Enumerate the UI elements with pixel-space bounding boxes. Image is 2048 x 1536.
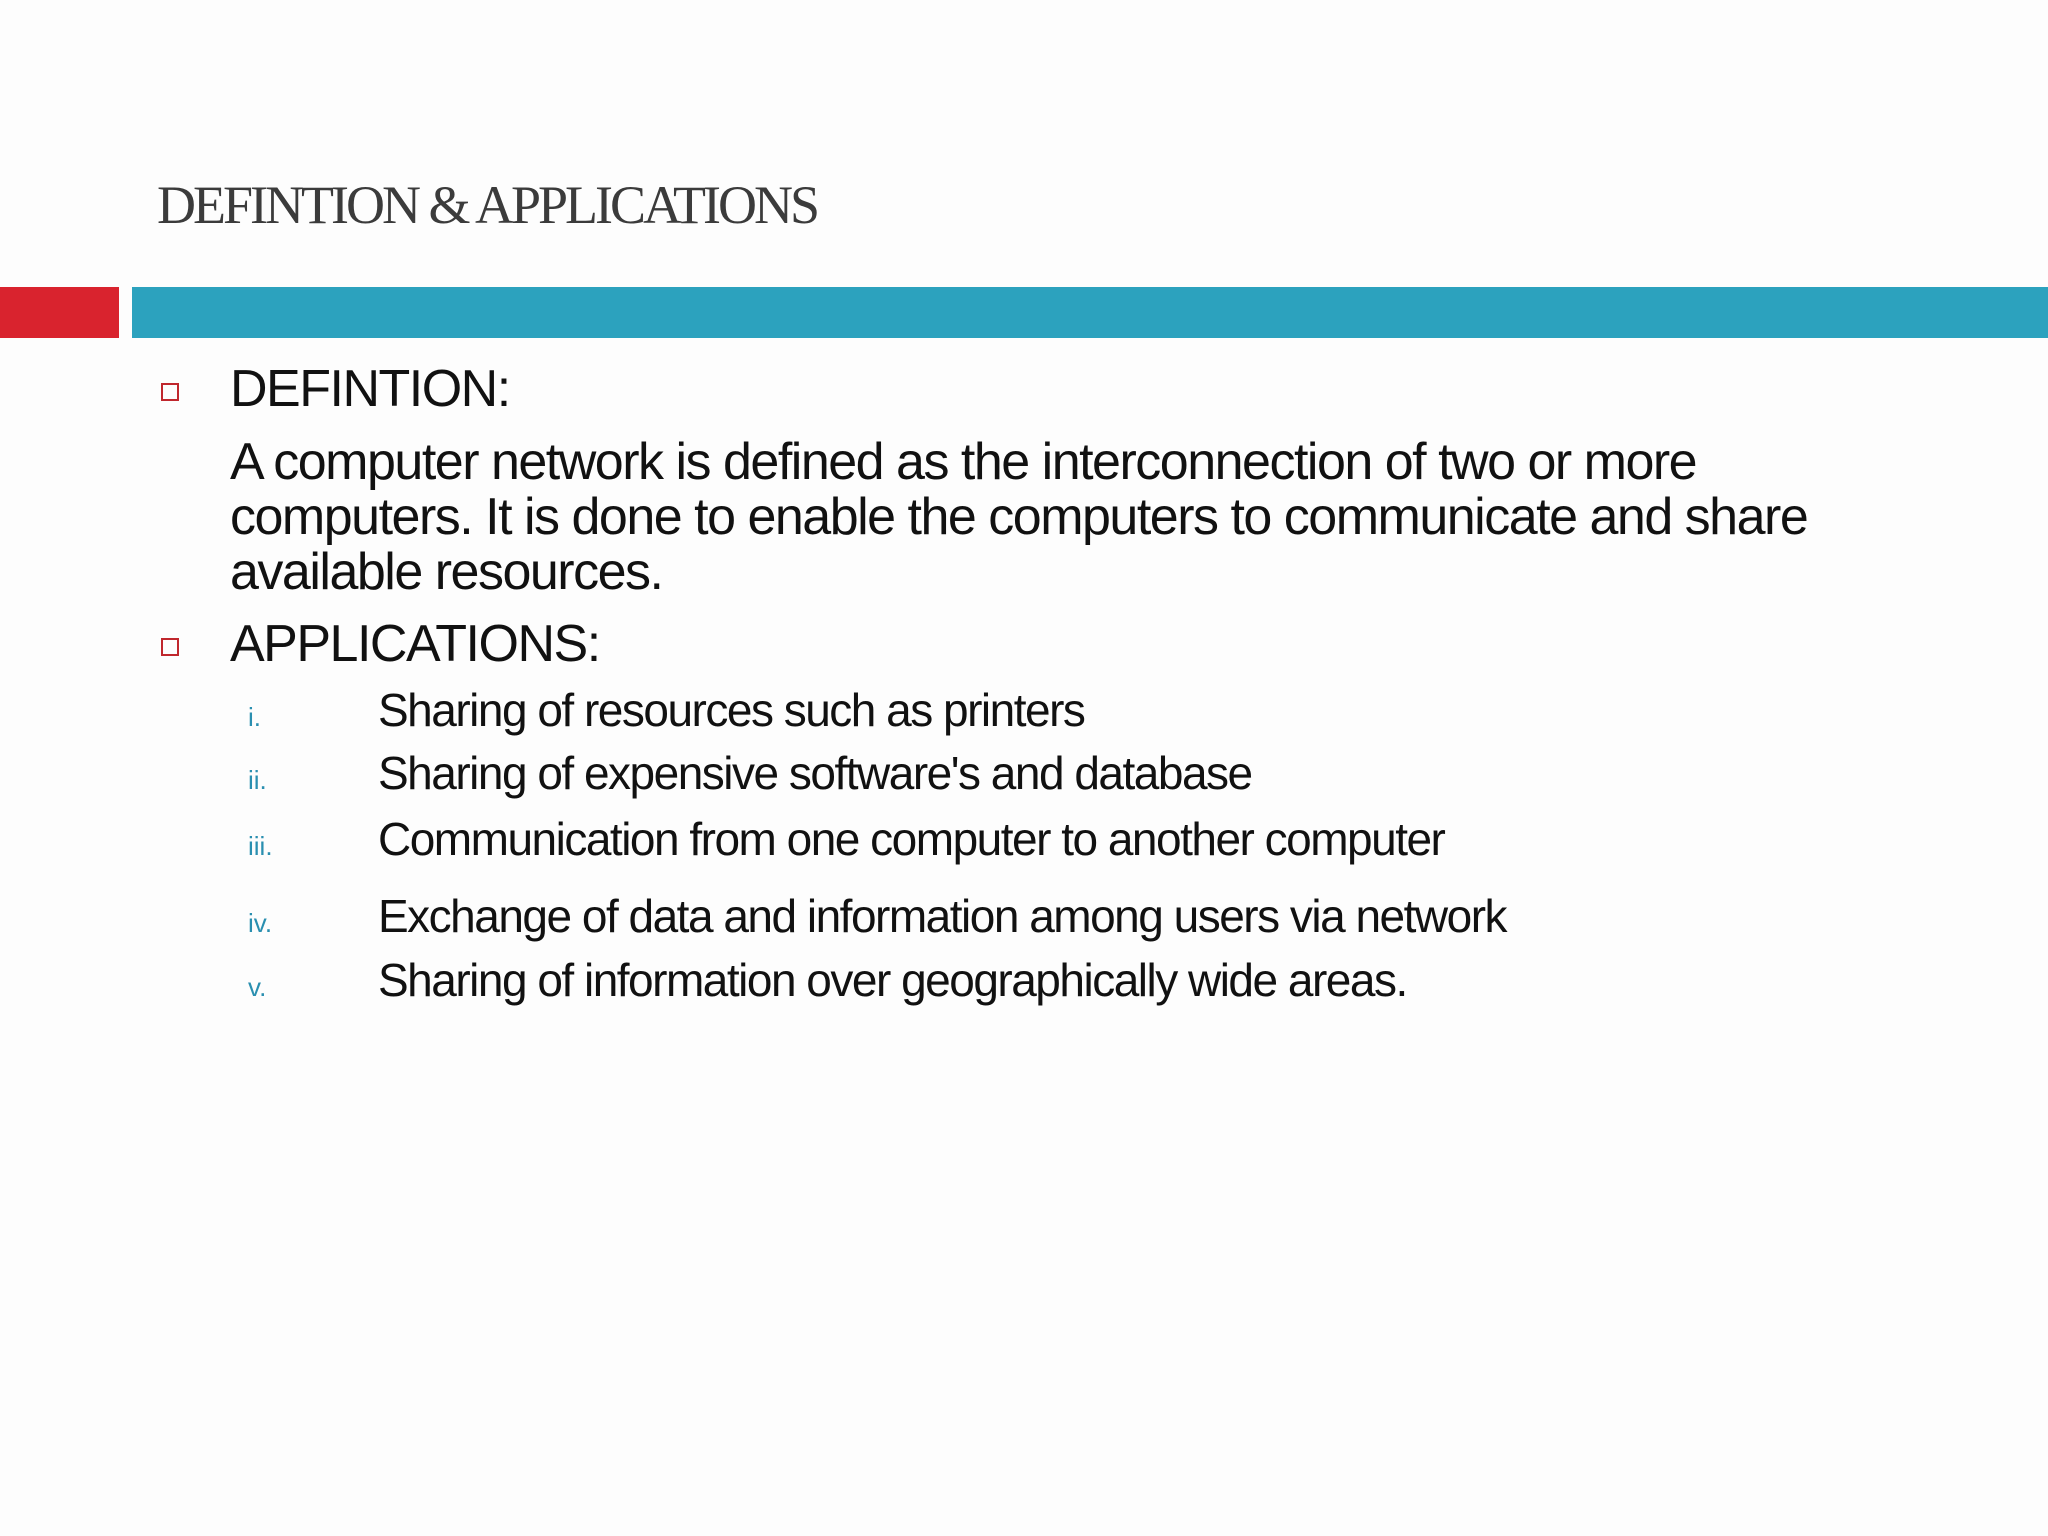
square-bullet-icon: [161, 383, 179, 401]
list-numeral: v.: [248, 972, 267, 1002]
list-item-text: Communication from one computer to another computer: [378, 813, 1445, 865]
slide-title: DEFINTION & APPLICATIONS: [157, 175, 818, 235]
list-numeral: iii.: [248, 831, 273, 861]
accent-bar-red: [0, 287, 119, 338]
list-item-text: Sharing of expensive software's and database: [378, 747, 1252, 799]
applications-heading: APPLICATIONS:: [230, 615, 600, 673]
definition-text: A computer network is defined as the interconnection of two or more computers. It is done to enable the computers to communicate and share available resources.: [230, 433, 1808, 601]
list-item-text: Sharing of information over geographically wide areas.: [378, 954, 1407, 1006]
definition-heading: DEFINTION:: [230, 360, 510, 418]
list-numeral: iv.: [248, 908, 273, 938]
list-item-text: Exchange of data and information among users via network: [378, 890, 1507, 942]
list-numeral: ii.: [248, 765, 267, 795]
list-item-text: Sharing of resources such as printers: [378, 684, 1085, 736]
accent-bar-blue: [132, 287, 2048, 338]
square-bullet-icon: [161, 638, 179, 656]
list-numeral: i.: [248, 702, 261, 732]
